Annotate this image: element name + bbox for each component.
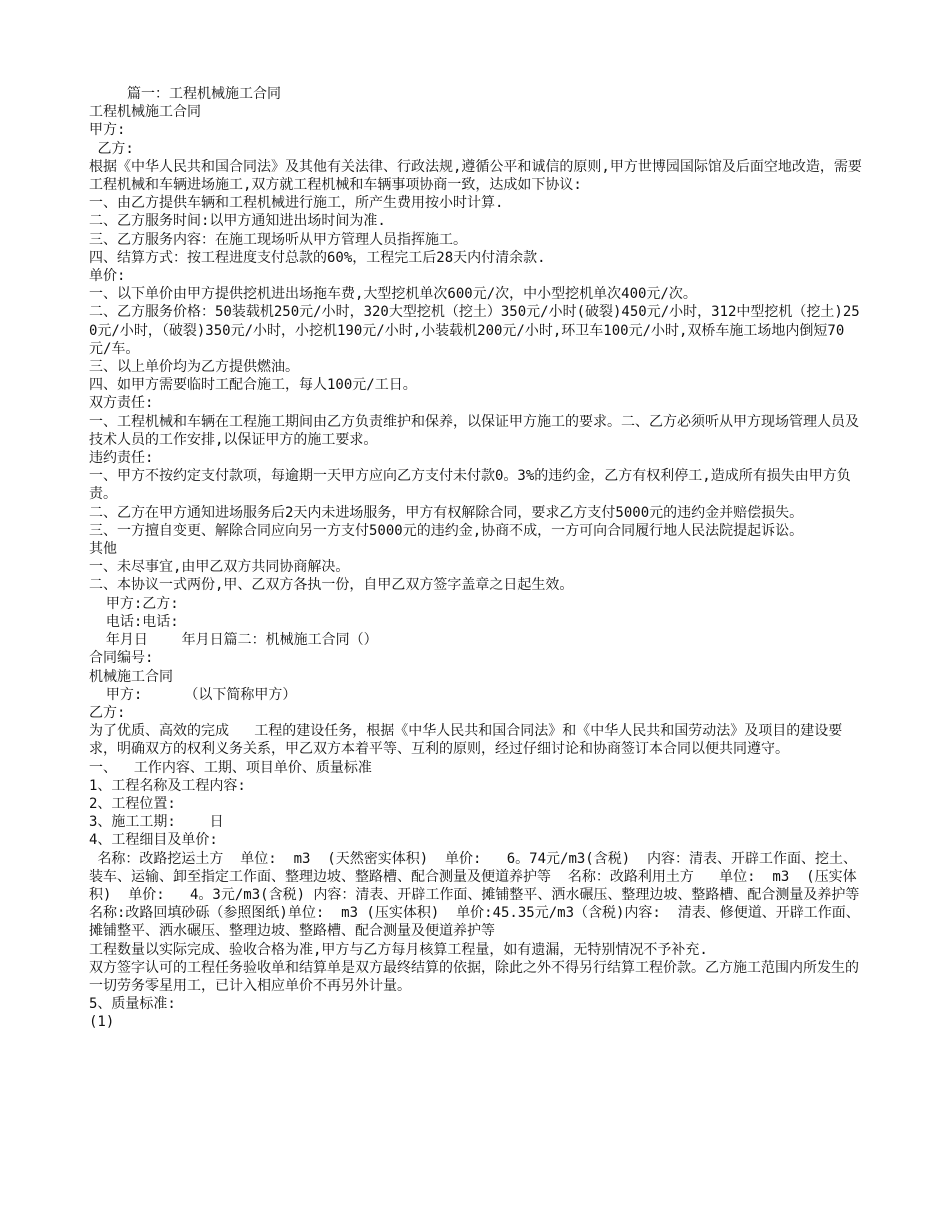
section-heading-breach: 违约责任: [89,450,154,467]
clause: 2、工程位置: [89,795,176,812]
clause: 一、由乙方提供车辆和工程机械进行施工，所产生费用按小时计算. [89,195,504,212]
party-b-label-2: 乙方: [89,704,126,721]
clause: 四、如甲方需要临时工配合施工，每人100元/工日。 [89,377,417,394]
party-a-label-2: 甲方: （以下简称甲方） [89,686,297,703]
clause: 1、工程名称及工程内容: [89,777,246,794]
clause: 二、乙方在甲方通知进场服务后2天内未进场服务，甲方有权解除合同，要求乙方支付5000元的违约金并赔偿损失。 [89,504,804,521]
work-items-paragraph: 名称：改路挖运土方 单位: m3 (天然密实体积) 单价: 6。74元/m3(含税) 内容：清表、开辟工作面、挖土、装车、运输、卸至指定工作面、整理边坡、整路槽、配合测量及便道养护等 名称：改路利用土方 单位: m3 (压实体积) 单价: 4。3元/m3(含税) 内容：清表、开辟工作面、摊铺整平、洒水碾压、整理边坡、整路槽、配合测量及养护等 名称:改路回填砂砾（参照图纸)单位: m3 (压实体积) 单价:45.35元/m3（含税)内容: 清表、修便道、开辟工作面、摊铺整平、洒水碾压、整理边坡、整路槽、配合测量及便道养护等 [89,850,877,940]
signature-dates: 年月日 年月日篇二：机械施工合同（） [89,632,378,649]
signature-phones: 电话:电话: [89,613,179,630]
preamble-paragraph: 根据《中华人民共和国合同法》及其他有关法律、行政法规,遵循公平和诚信的原则,甲方世博园国际馆及后面空地改造，需要工程机械和车辆进场施工,双方就工程机械和车辆事项协商一致，达成如下协议: [89,158,862,194]
section-heading-work: 一、 工作内容、工期、项目单价、质量标准 [89,759,372,776]
clause: 5、质量标准: [89,996,176,1013]
clause: 一、以下单价由甲方提供挖机进出场拖车费,大型挖机单次600元/次，中小型挖机单次400元/次。 [89,286,697,303]
clause: 三、一方擅自变更、解除合同应向另一方支付5000元的违约金,协商不成，一方可向合同履行地人民法院提起诉讼。 [89,522,804,539]
clause: 二、乙方服务时间:以甲方通知进出场时间为准. [89,213,386,230]
clause: 4、工程细目及单价: [89,832,218,849]
clause: (1) [89,1014,115,1031]
preamble-paragraph-2: 为了优质、高效的完成 工程的建设任务，根据《中华人民共和国合同法》和《中华人民共和国劳动法》及项目的建设要求，明确双方的权利义务关系，甲乙双方本着平等、互利的原则，经过仔细讨论和协商签订本合同以便共同遵守。 [89,723,843,758]
contract-title-2: 机械施工合同 [89,668,173,685]
clause: 三、以上单价均为乙方提供燃油。 [89,359,299,376]
contract-title: 工程机械施工合同 [89,104,201,121]
section-title-1: 篇一：工程机械施工合同 [127,86,281,102]
party-b-label: 乙方: [89,140,134,157]
clause: 四、结算方式：按工程进度支付总款的60%，工程完工后28天内付清余款. [89,249,546,266]
clause: 工程数量以实际完成、验收合格为准,甲方与乙方每月核算工程量，如有遗漏，无特别情况不予补充. [89,941,708,958]
clause: 双方签字认可的工程任务验收单和结算单是双方最终结算的依据，除此之外不得另行结算工程价款。乙方施工范围内所发生的一切劳务零星用工，已计入相应单价不再另外计量。 [89,959,859,994]
clause: 三、乙方服务内容：在施工现场听从甲方管理人员指挥施工。 [89,231,467,248]
signature-parties: 甲方:乙方: [89,595,179,612]
clause: 二、本协议一式两份,甲、乙双方各执一份，自甲乙双方签字盖章之日起生效。 [89,577,574,594]
clause: 二、乙方服务价格：50装载机250元/小时，320大型挖机（挖土）350元/小时(破裂)450元/小时，312中型挖机（挖土)250元/小时，（破裂)350元/小时，小挖机190元/小时,小装载机200元/小时,环卫车100元/小时,双桥车施工场地内倒短70元/车。 [89,304,860,357]
section-heading-other: 其他 [89,541,117,558]
clause: 3、施工工期: 日 [89,814,224,831]
section-heading-responsibilities: 双方责任: [89,395,154,412]
contract-number-label: 合同编号: [89,650,154,667]
party-a-label: 甲方: [89,122,126,139]
clause: 一、未尽事宜,由甲乙双方共同协商解决。 [89,559,350,576]
clause: 一、工程机械和车辆在工程施工期间由乙方负责维护和保养，以保证甲方施工的要求。二、乙方必须听从甲方现场管理人员及技术人员的工作安排,以保证甲方的施工要求。 [89,413,859,448]
section-heading-unit-price: 单价: [89,268,126,285]
clause: 一、甲方不按约定支付款项，每逾期一天甲方应向乙方支付未付款0。3%的违约金，乙方有权利停工,造成所有损失由甲方负责。 [89,468,851,503]
